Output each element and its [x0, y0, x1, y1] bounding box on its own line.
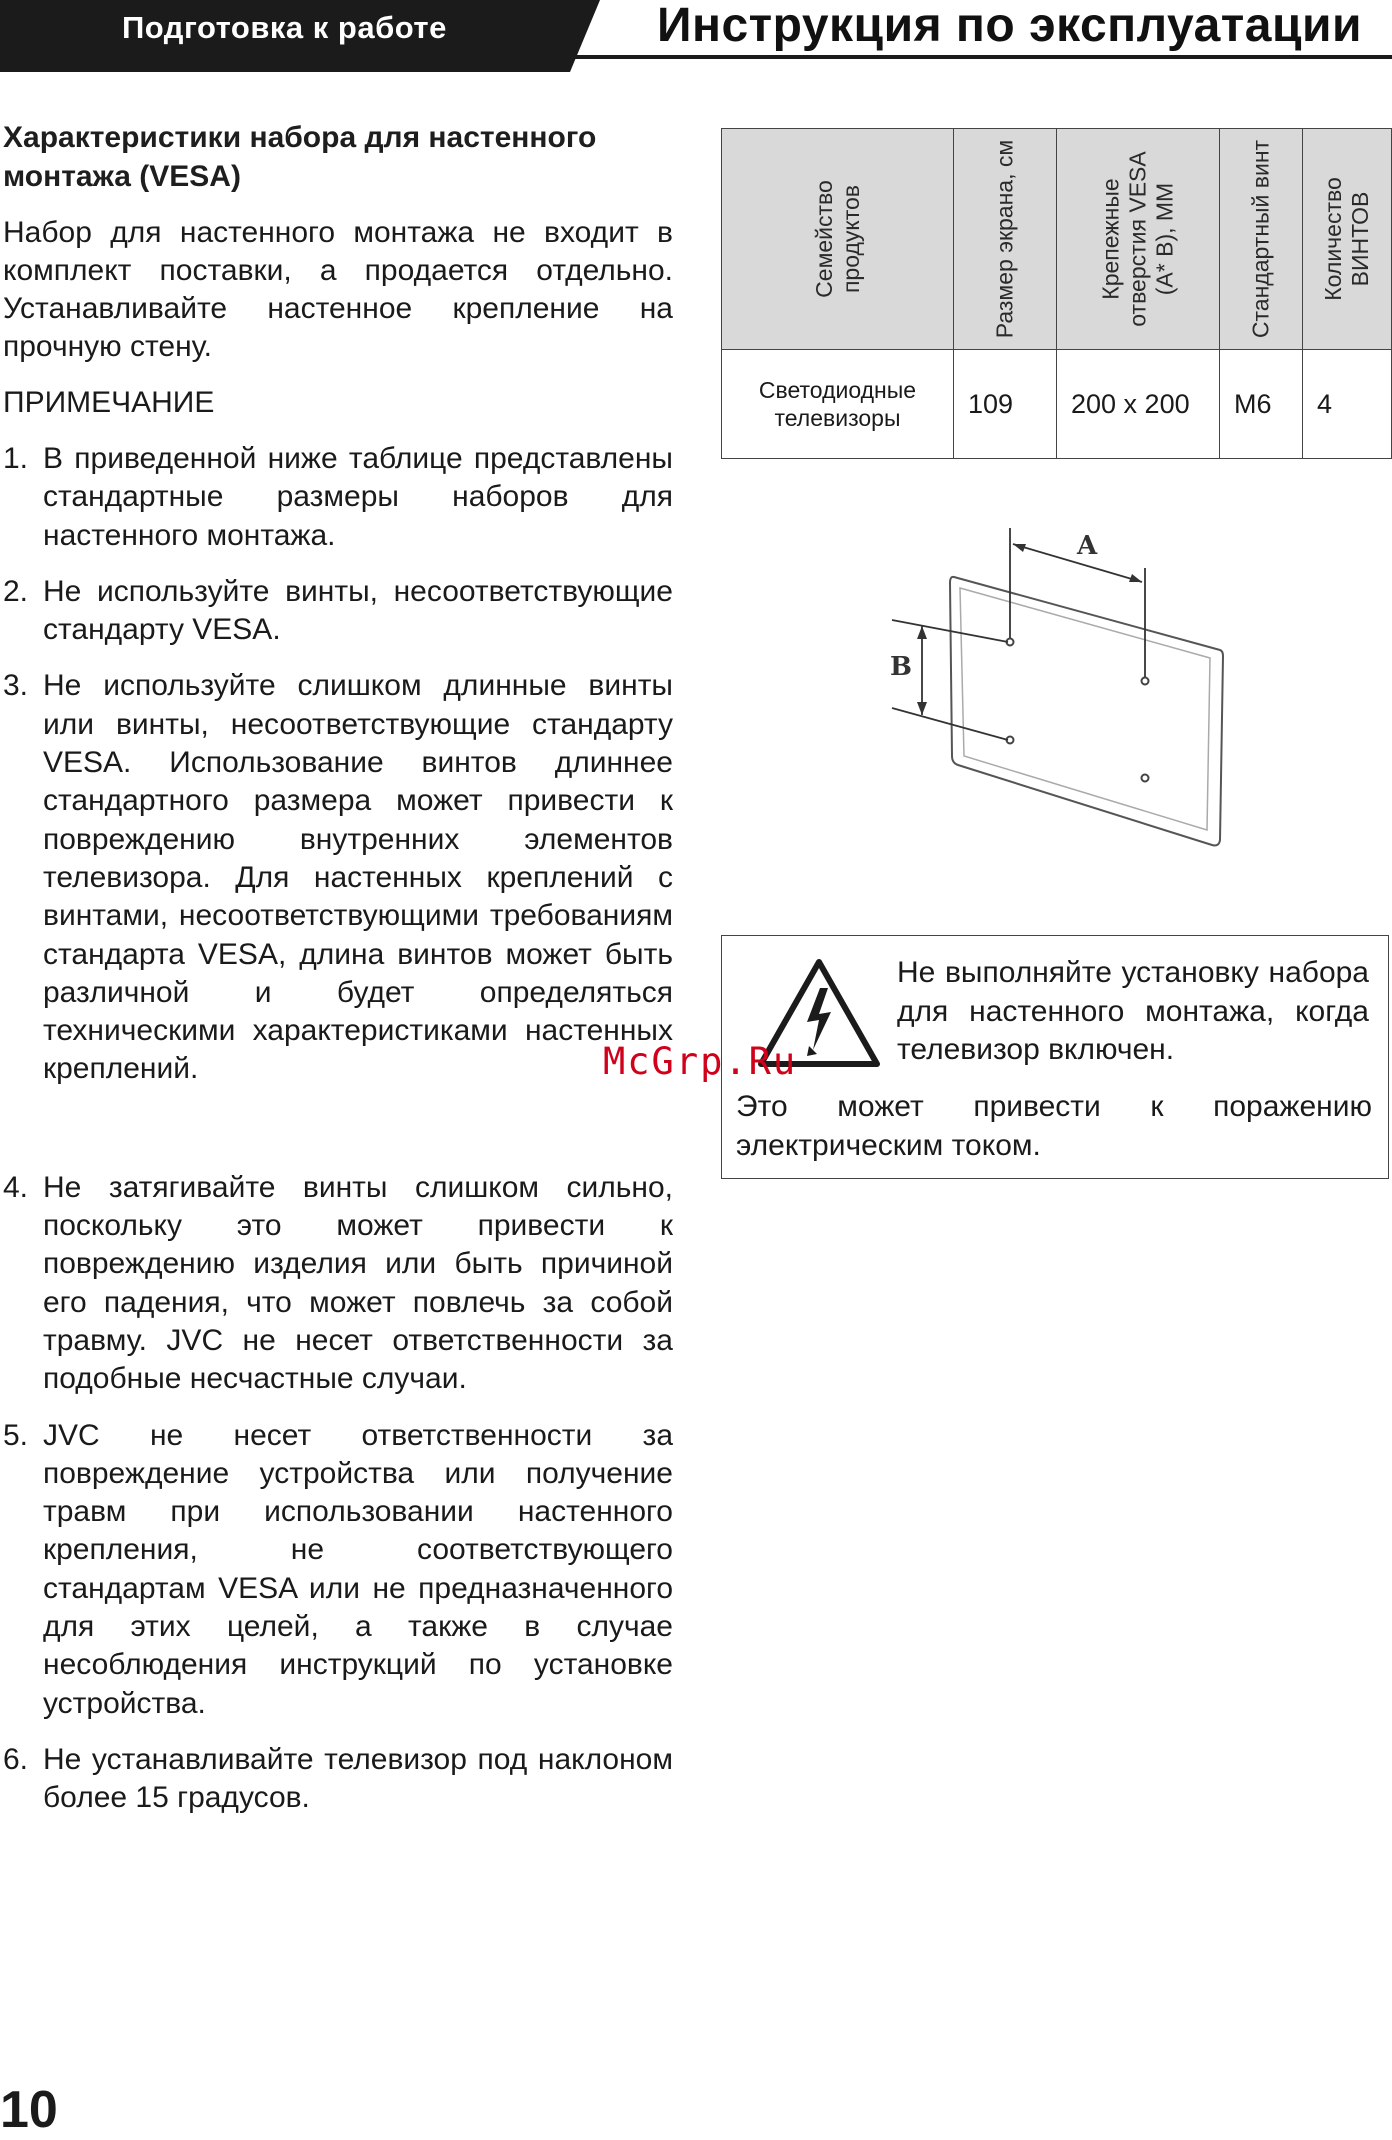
note-number: 1. — [3, 442, 29, 475]
note-number: 3. — [3, 669, 29, 703]
header-vesa-holes: Крепежные отверстия VESA (A* B), ММ — [1057, 129, 1220, 350]
section-title: Характеристики набора для настенного монтажа (VESA) — [3, 121, 597, 193]
note-item — [3, 1169, 673, 1399]
intro-paragraph: Набор для настенного монтажа не входит в комплект поставки, а продается отдельно. Устанавливайте настенное крепление на прочную стену. — [3, 216, 673, 363]
note-text: Не устанавливайте телевизор под наклоном более 15 градусов. — [43, 1742, 673, 1815]
note-text: Не используйте слишком длинные винты или винты, несоответствующие стандарту VESA. Использование винтов длиннее стандартного размера может привести к повреждению внутренних элементов телевизора. Для настенных креплений с винтами, несоответствующими требованиям стандарта VESA, длина винтов может быть различной и будет определяться техническими характеристиками настенных креплений. — [43, 669, 673, 1086]
cell-screen-size: 109 — [954, 350, 1057, 459]
note-number: 5. — [3, 1418, 29, 1452]
vesa-spec-table — [721, 128, 1392, 459]
cell-vesa-holes: 200 x 200 — [1057, 350, 1220, 459]
vesa-mount-diagram — [880, 520, 1240, 850]
main-text-column — [3, 118, 673, 1836]
table-row — [722, 350, 1392, 459]
note-number: 2. — [3, 574, 29, 608]
note-number: 6. — [3, 1742, 29, 1776]
note-item — [3, 1417, 673, 1723]
header-rule — [560, 55, 1392, 59]
note-text: Не затягивайте винты слишком сильно, поскольку это может привести к повреждению изделия или быть причиной его падения, что может повлечь за собой травму. JVC не несет ответственности за подобные несчастные случаи. — [43, 1170, 673, 1396]
warning-main-text: Не выполняйте установку набора для настенного монтажа, когда телевизор включен. — [897, 956, 1369, 1066]
diagram-label-b: B — [890, 652, 912, 682]
note-item — [3, 573, 673, 650]
note-text: JVC не несет ответственности за повреждение устройства или получение травм при использовании настенного крепления, не соответствующего стандартам VESA или не предназначенного для этих целей, а также в случае несоблюдения инструкций по установке устройства. — [43, 1418, 673, 1720]
note-item — [3, 440, 673, 555]
page-header — [0, 0, 1392, 72]
cell-standard-screw: M6 — [1220, 350, 1303, 459]
note-number: 4. — [3, 1170, 29, 1204]
cell-screw-count: 4 — [1303, 350, 1392, 459]
table-header-row — [722, 129, 1392, 350]
header-product-family: Семейство продуктов — [722, 129, 954, 350]
note-list — [3, 440, 673, 1818]
note-text: В приведенной ниже таблице представлены стандартные размеры наборов для настенного монтажа. — [43, 442, 673, 552]
warning-sub-text: Это может привести к поражению электрическим током. — [736, 1090, 1372, 1162]
header-screen-size: Размер экрана, см — [954, 129, 1057, 350]
watermark: McGrp.Ru — [603, 1040, 798, 1083]
diagram-label-a: A — [1077, 531, 1098, 561]
header-section-label: Подготовка к работе — [122, 10, 447, 45]
note-item — [3, 667, 673, 1088]
header-title: Инструкция по эксплуатации — [656, 0, 1362, 52]
note-item — [3, 1741, 673, 1818]
header-standard-screw: Стандартный винт — [1220, 129, 1303, 350]
note-text: Не используйте винты, несоответствующие стандарту VESA. — [43, 574, 673, 647]
note-label: ПРИМЕЧАНИЕ — [3, 386, 215, 419]
header-screw-count: Количество ВИНТОВ — [1303, 129, 1392, 350]
warning-box — [721, 935, 1389, 1179]
cell-product-family: Светодиодные телевизоры — [722, 350, 954, 459]
page-number: 10 — [0, 2081, 58, 2139]
